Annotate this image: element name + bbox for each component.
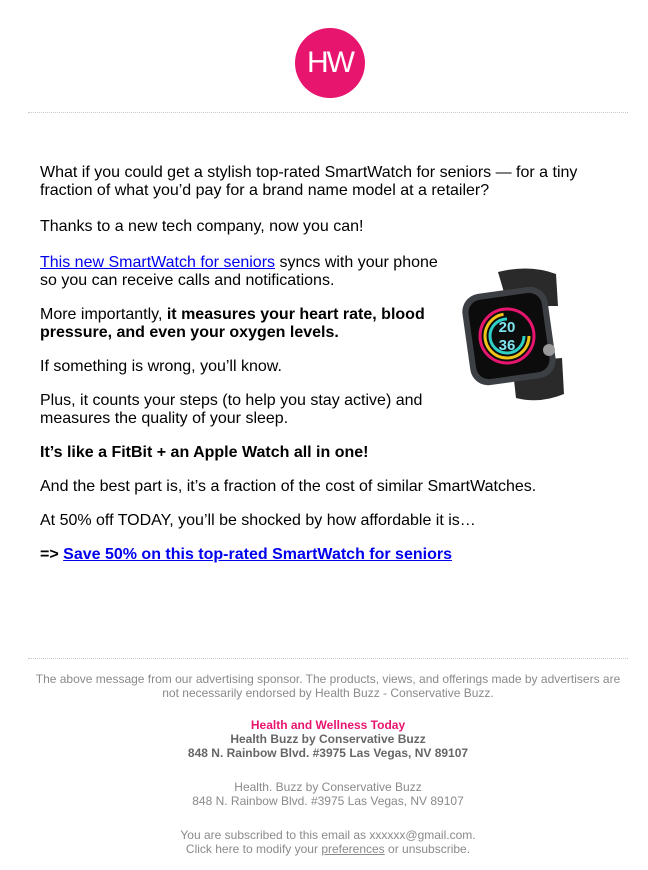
smartwatch-link[interactable]: This new SmartWatch for seniors: [40, 254, 276, 271]
subscription-block: [30, 828, 626, 856]
health-bold: it measures your heart rate, blood pressure, and even your oxygen levels.: [40, 306, 425, 341]
health-paragraph: [40, 306, 440, 342]
modify-tail: or unsubscribe.: [384, 842, 471, 856]
company-name: Health. Buzz by Conservative Buzz: [234, 780, 422, 794]
steps-paragraph: Plus, it counts your steps (to help you stay active) and measures the quality of your sleep.: [40, 392, 423, 427]
company-address: 848 N. Rainbow Blvd. #3975 Las Vegas, NV 89107: [192, 794, 464, 808]
health-lead: More importantly,: [40, 306, 167, 323]
subscription-text: You are subscribed to this email as xxxxxx@gmail.com.: [180, 828, 476, 842]
intro-paragraph: What if you could get a stylish top-rated SmartWatch for seniors — for a tiny fraction of what you’d pay for a brand name model at a retailer?: [40, 164, 578, 199]
watch-crown-button: [543, 344, 555, 356]
cta-arrow: =>: [40, 546, 64, 563]
preferences-link[interactable]: preferences: [321, 842, 385, 856]
brand-block: [30, 718, 626, 760]
header-logo-area: [0, 28, 648, 98]
sync-text: syncs with your phone so you can receive calls and notifications.: [40, 254, 438, 289]
bottom-divider: [28, 658, 628, 659]
watch-display-top: 20: [498, 319, 516, 336]
cta-link[interactable]: Save 50% on this top-rated SmartWatch for seniors: [63, 546, 452, 563]
smartwatch-image[interactable]: [460, 266, 570, 402]
modify-line: [30, 842, 626, 856]
company-block: [30, 780, 626, 808]
brand-logo[interactable]: HW: [295, 28, 365, 98]
discount-paragraph: At 50% off TODAY, you’ll be shocked by how affordable it is…: [40, 512, 476, 529]
brand-name: Health and Wellness Today: [250, 718, 406, 732]
top-divider: [28, 112, 628, 113]
fitbit-paragraph: It’s like a FitBit + an Apple Watch all in one!: [40, 444, 369, 461]
modify-lead: Click here to modify your: [185, 842, 322, 856]
tagline-paragraph: Thanks to a new tech company, now you can!: [40, 218, 364, 235]
alert-paragraph: If something is wrong, you’ll know.: [40, 358, 282, 375]
cost-paragraph: And the best part is, it’s a fraction of the cost of similar SmartWatches.: [40, 478, 537, 495]
cta-paragraph: [40, 546, 600, 564]
brand-publisher: Health Buzz by Conservative Buzz: [230, 732, 426, 746]
sync-paragraph: [40, 254, 440, 290]
brand-address: 848 N. Rainbow Blvd. #3975 Las Vegas, NV 89107: [187, 746, 469, 760]
watch-display-bottom: 36: [498, 337, 516, 354]
disclaimer-text: The above message from our advertising sponsor. The products, views, and offerings made by advertisers are not necessarily endorsed by Health Buzz - Conservative Buzz.: [35, 672, 621, 700]
